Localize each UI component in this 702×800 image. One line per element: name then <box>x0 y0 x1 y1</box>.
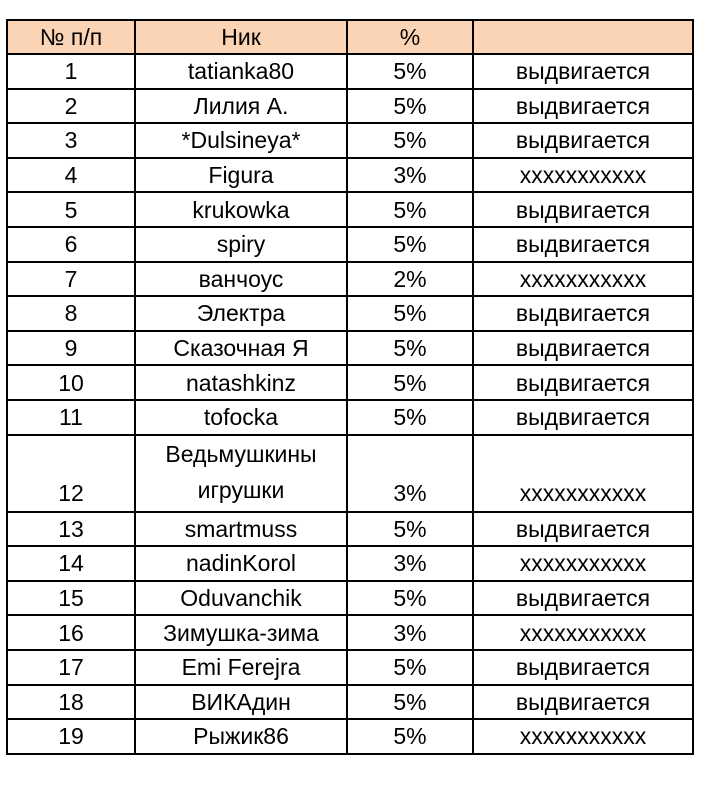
row-nick: Лилия А. <box>135 89 347 124</box>
header-row <box>7 20 693 54</box>
row-number: 14 <box>7 546 135 581</box>
row-status: выдвигается <box>473 512 693 547</box>
table-row <box>7 435 693 512</box>
row-nick: Сказочная Я <box>135 331 347 366</box>
row-status: ххххххххххх <box>473 719 693 754</box>
table-row <box>7 123 693 158</box>
row-status: выдвигается <box>473 650 693 685</box>
row-percent: 5% <box>347 89 473 124</box>
row-number: 5 <box>7 192 135 227</box>
row-percent: 5% <box>347 512 473 547</box>
row-number: 10 <box>7 365 135 400</box>
table-row <box>7 615 693 650</box>
row-status: выдвигается <box>473 227 693 262</box>
results-table <box>6 19 694 755</box>
row-percent: 5% <box>347 192 473 227</box>
table-row <box>7 158 693 193</box>
row-percent: 5% <box>347 331 473 366</box>
row-percent: 3% <box>347 158 473 193</box>
row-nick: Ведьмушкины игрушки <box>135 435 347 512</box>
row-nick: tofocka <box>135 400 347 435</box>
row-status: ххххххххххх <box>473 615 693 650</box>
row-number: 15 <box>7 581 135 616</box>
header-percent: % <box>347 20 473 54</box>
row-number: 17 <box>7 650 135 685</box>
table-row <box>7 89 693 124</box>
row-nick: spiry <box>135 227 347 262</box>
row-number: 8 <box>7 296 135 331</box>
row-nick: krukowka <box>135 192 347 227</box>
row-status: выдвигается <box>473 331 693 366</box>
table-row <box>7 227 693 262</box>
row-nick: Emi Ferejra <box>135 650 347 685</box>
row-nick: Зимушка-зима <box>135 615 347 650</box>
row-status: ххххххххххх <box>473 435 693 512</box>
row-nick: Рыжик86 <box>135 719 347 754</box>
table-row <box>7 192 693 227</box>
row-percent: 3% <box>347 615 473 650</box>
row-nick: ВИКАдин <box>135 685 347 720</box>
row-percent: 5% <box>347 719 473 754</box>
table-row <box>7 262 693 297</box>
table-row <box>7 581 693 616</box>
row-nick: Электра <box>135 296 347 331</box>
table-body <box>7 54 693 754</box>
row-nick: Oduvanchik <box>135 581 347 616</box>
row-status: ххххххххххх <box>473 158 693 193</box>
row-number: 11 <box>7 400 135 435</box>
row-percent: 3% <box>347 546 473 581</box>
row-status: выдвигается <box>473 685 693 720</box>
table-row <box>7 296 693 331</box>
row-status: выдвигается <box>473 296 693 331</box>
row-status: выдвигается <box>473 123 693 158</box>
row-percent: 5% <box>347 365 473 400</box>
table-row <box>7 331 693 366</box>
row-number: 1 <box>7 54 135 89</box>
row-status: выдвигается <box>473 54 693 89</box>
row-number: 18 <box>7 685 135 720</box>
row-number: 4 <box>7 158 135 193</box>
row-number: 16 <box>7 615 135 650</box>
row-nick: tatianka80 <box>135 54 347 89</box>
row-status: выдвигается <box>473 192 693 227</box>
row-percent: 5% <box>347 296 473 331</box>
row-nick: Figura <box>135 158 347 193</box>
table-row <box>7 685 693 720</box>
row-percent: 5% <box>347 227 473 262</box>
header-number: № п/п <box>7 20 135 54</box>
row-nick: nadinKorol <box>135 546 347 581</box>
table-row <box>7 400 693 435</box>
row-number: 7 <box>7 262 135 297</box>
table-row <box>7 54 693 89</box>
table-row <box>7 365 693 400</box>
row-percent: 5% <box>347 54 473 89</box>
row-percent: 2% <box>347 262 473 297</box>
row-nick: smartmuss <box>135 512 347 547</box>
row-number: 19 <box>7 719 135 754</box>
table-row <box>7 650 693 685</box>
row-number: 9 <box>7 331 135 366</box>
row-percent: 5% <box>347 400 473 435</box>
row-nick: *Dulsineya* <box>135 123 347 158</box>
row-nick: natashkinz <box>135 365 347 400</box>
row-number: 3 <box>7 123 135 158</box>
row-percent: 3% <box>347 435 473 512</box>
table-row <box>7 719 693 754</box>
row-status: ххххххххххх <box>473 262 693 297</box>
row-percent: 5% <box>347 581 473 616</box>
row-status: выдвигается <box>473 365 693 400</box>
row-percent: 5% <box>347 123 473 158</box>
row-status: ххххххххххх <box>473 546 693 581</box>
table-row <box>7 546 693 581</box>
row-number: 12 <box>7 435 135 512</box>
row-status: выдвигается <box>473 400 693 435</box>
row-number: 6 <box>7 227 135 262</box>
row-status: выдвигается <box>473 89 693 124</box>
row-number: 13 <box>7 512 135 547</box>
row-number: 2 <box>7 89 135 124</box>
row-status: выдвигается <box>473 581 693 616</box>
row-percent: 5% <box>347 685 473 720</box>
header-nick: Ник <box>135 20 347 54</box>
header-status <box>473 20 693 54</box>
row-percent: 5% <box>347 650 473 685</box>
table-row <box>7 512 693 547</box>
row-nick: ванчоус <box>135 262 347 297</box>
